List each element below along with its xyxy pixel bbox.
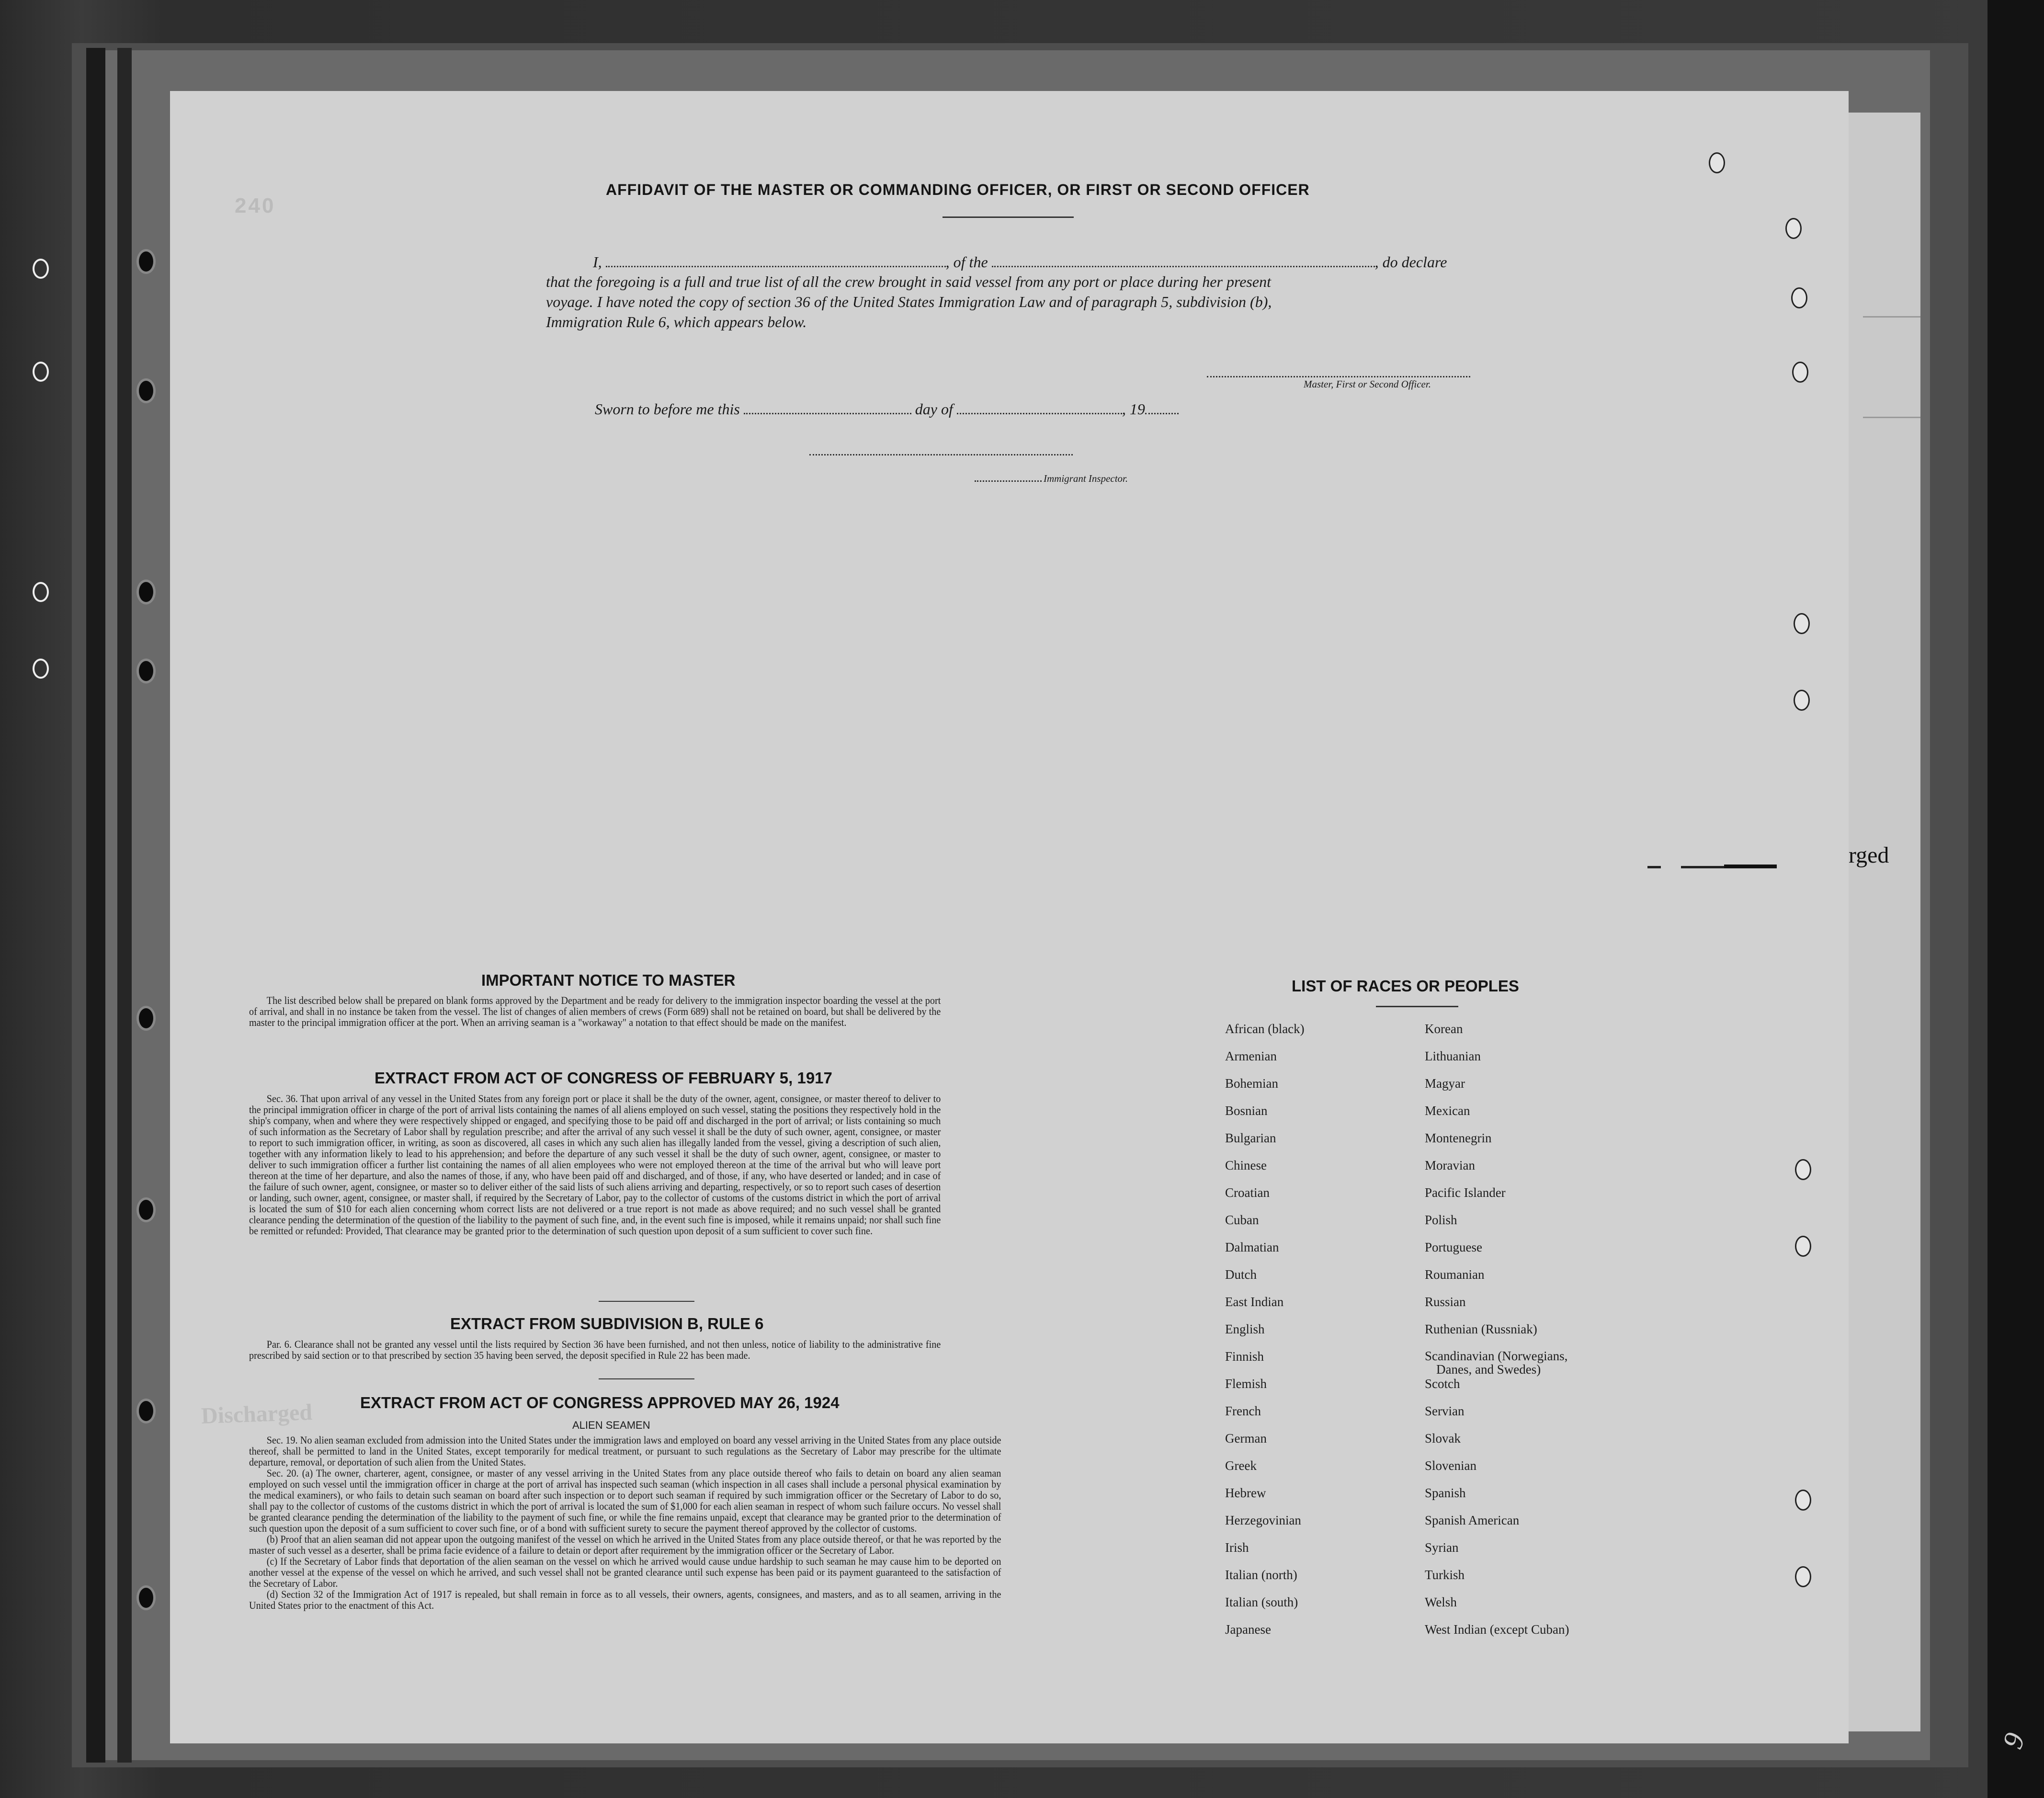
races-title: LIST OF RACES OR PEOPLES xyxy=(1292,977,1519,995)
section-divider xyxy=(599,1378,694,1379)
sworn-day-blank[interactable] xyxy=(744,398,911,414)
race-item: Japanese xyxy=(1225,1622,1271,1637)
race-item: Pacific Islander xyxy=(1425,1185,1506,1200)
race-item: West Indian (except Cuban) xyxy=(1425,1622,1569,1637)
extract-1924-body xyxy=(249,1434,1001,1611)
extract-1924-paragraph: Sec. 19. No alien seaman excluded from admission into the United States under the immigration laws and employed on board any vessel arriving in the United States from any place outside thereof, shall be permitted to land in the United States, except temporarily for medical treatment, or pursuant to such regulations as the Secretary of Labor may prescribe for the ultimate departure, removal, or deportation of such alien from the United States. xyxy=(249,1434,1001,1468)
stamp-number: 240 xyxy=(235,194,276,217)
race-item: Scandinavian (Norwegians, xyxy=(1425,1349,1568,1363)
binder-hole xyxy=(33,362,49,382)
binder-spine xyxy=(117,48,132,1763)
race-item: German xyxy=(1225,1431,1267,1445)
race-item: Turkish xyxy=(1425,1568,1465,1582)
race-item: Servian xyxy=(1425,1404,1465,1418)
page-hole xyxy=(1794,613,1810,634)
declaration-line-3: Immigration Rule 6, which appears below. xyxy=(546,313,807,330)
binder-hole xyxy=(136,378,156,403)
extract-1917-body: Sec. 36. That upon arrival of any vessel in the United States from any foreign port or place it shall be the duty of the owner, agent, consignee, or master thereof to deliver to the principal immigration officer in charge of the port of arrival lists containing the names of all aliens employed on such vessel, stating the positions they respectively hold in the ship's company, when and where they were respectively shipped or engaged, and specifying those to be paid off and discharged in the port of arrival; or lists containing so much of such information as the Secretary of Labor shall by regulation prescribe; and after the arrival of any such vessel it shall be the duty of such owner, agent, consignee, or master to report to such immigration officer, in writing, as soon as discovered, all cases in which any such alien has illegally landed from the vessel, giving a description of such alien, together with any information likely to lead to his apprehension; and before the departure of any such vessel it shall be the duty of such owner, agent, consignee, or master to deliver to such immigration officer a further list containing the names of all alien employees who were not employed thereon at the time of the arrival but who will leave port thereon at the time of her departure, and also the names of those, if any, who have been paid off and discharged, and of those, if any, who have deserted or landed; and in case of the failure of such owner, agent, consignee, or master so to deliver either of the said lists of such aliens arriving and departing, respectively, or so to report such cases of desertion or landing, such owner, agent, consignee, or master shall, if required by the Secretary of Labor, pay to the collector of customs of the customs district in which the port of arrival is located the sum of $10 for each alien concerning whom correct lists are not delivered or a true report is not made as above required; and no such vessel shall be granted clearance pending the determination of the question of the liability to the payment of such fine, and, in the event such fine is imposed, while it remains unpaid; nor shall such fine be remitted or refunded: Provided, That clearance may be granted prior to the determination of such question upon deposit of a sum sufficient to cover such fine. xyxy=(249,1092,941,1237)
declaration-line-1: that the foregoing is a full and true list of all the crew brought in said vessel from any port or place during her present xyxy=(546,273,1271,290)
race-item: Italian (north) xyxy=(1225,1568,1297,1582)
race-item: Italian (south) xyxy=(1225,1595,1298,1609)
race-item: Finnish xyxy=(1225,1349,1264,1364)
affidavit-title-rule xyxy=(943,216,1074,218)
races-title-rule xyxy=(1376,1006,1458,1007)
year-prefix: , 19 xyxy=(1122,400,1145,418)
page-hole xyxy=(1791,287,1807,308)
race-item: Spanish American xyxy=(1425,1513,1520,1527)
ruled-line xyxy=(1863,316,1920,318)
binder-hole xyxy=(136,580,156,604)
extract-1924-paragraph: (b) Proof that an alien seaman did not appear upon the outgoing manifest of the vessel on which he arrived in the United States from any place outside thereof, or that he was reported by the master of such vessel as a deserter, shall be prima facie evidence of a failure to detain or deport after requirement by the immigration officer or the Secretary of Labor. xyxy=(249,1533,1001,1556)
race-item: Mexican xyxy=(1425,1104,1470,1118)
master-signature-blank[interactable] xyxy=(1207,362,1470,377)
extract-1917-title: EXTRACT FROM ACT OF CONGRESS OF FEBRUARY 5, 1917 xyxy=(375,1069,832,1087)
race-item: Lithuanian xyxy=(1425,1049,1481,1063)
race-item: Dutch xyxy=(1225,1267,1257,1282)
race-item: Flemish xyxy=(1225,1377,1267,1391)
edge-fragment: rged xyxy=(1849,842,1889,868)
sworn-label: Sworn to before me this xyxy=(595,400,740,418)
race-item: Moravian xyxy=(1425,1158,1475,1172)
race-item: Scotch xyxy=(1425,1377,1460,1391)
i-label: I, xyxy=(593,253,602,271)
dash-mark xyxy=(1724,865,1777,868)
race-item: Syrian xyxy=(1425,1540,1459,1555)
binder-hole xyxy=(136,1197,156,1222)
race-item: Armenian xyxy=(1225,1049,1277,1063)
binder-hole xyxy=(33,259,49,279)
dash-mark xyxy=(1647,866,1661,868)
race-item: Irish xyxy=(1225,1540,1249,1555)
sworn-line xyxy=(595,398,1179,418)
binder-hole xyxy=(136,1585,156,1610)
day-of-label: day of xyxy=(915,400,953,418)
race-item: Magyar xyxy=(1425,1076,1465,1091)
races-column-1 xyxy=(1225,1022,1305,1650)
race-item: Chinese xyxy=(1225,1158,1267,1172)
extract-1924-paragraph: (c) If the Secretary of Labor finds that deportation of the alien seaman on the vessel on which he arrived would cause undue hardship to such seaman he may cause him to be deported on another vessel at the expense of the vessel on which he arrived, and such vessel shall not be granted clearance until such expense has been paid or its payment guaranteed to the satisfaction of the Secretary of Labor. xyxy=(249,1555,1001,1589)
race-item: Roumanian xyxy=(1425,1267,1485,1282)
sworn-month-blank[interactable] xyxy=(957,398,1122,414)
sworn-year-blank[interactable] xyxy=(1145,398,1179,414)
vessel-blank[interactable] xyxy=(992,251,1375,267)
race-item: East Indian xyxy=(1225,1295,1284,1309)
race-item: Herzegovinian xyxy=(1225,1513,1301,1527)
race-item: Cuban xyxy=(1225,1213,1259,1227)
extract-1924-subtitle: ALIEN SEAMEN xyxy=(572,1419,650,1431)
race-item: Slovak xyxy=(1425,1431,1461,1445)
extract-1924-title: EXTRACT FROM ACT OF CONGRESS APPROVED MAY 26, 1924 xyxy=(360,1394,840,1411)
race-item: Spanish xyxy=(1425,1486,1466,1500)
page-hole xyxy=(1795,1566,1811,1587)
page-hole xyxy=(1785,218,1802,239)
race-item: Polish xyxy=(1425,1213,1457,1227)
binder-hole xyxy=(33,582,49,602)
page-hole xyxy=(1795,1236,1811,1257)
extract-rule6-title: EXTRACT FROM SUBDIVISION B, RULE 6 xyxy=(450,1315,764,1332)
race-item: Hebrew xyxy=(1225,1486,1266,1500)
inspector-name-blank[interactable] xyxy=(975,472,1042,482)
race-item: Bohemian xyxy=(1225,1076,1278,1091)
binder-edge-dark xyxy=(1987,0,2044,1798)
edge-fragment-text xyxy=(1849,842,1889,868)
races-column-2 xyxy=(1425,1022,1569,1650)
inspector-line xyxy=(975,472,1128,485)
race-item: Croatian xyxy=(1225,1185,1270,1200)
race-item-scandinavian xyxy=(1425,1349,1569,1377)
notice-body: The list described below shall be prepared on blank forms approved by the Department and be ready for delivery to the immigration inspector boarding the vessel at the port of arrival, and shall in no instance be taken from the vessel. The list of changes of alien members of crews (Form 689) shall not be retained on board, but shall be delivered by the master to the principal immigration officer at the port. When an arriving seaman is a "workaway" a notation to that effect should be made on the manifest. xyxy=(249,994,941,1028)
notice-title: IMPORTANT NOTICE TO MASTER xyxy=(481,971,736,989)
binder-hole xyxy=(136,1399,156,1423)
binder-hole xyxy=(33,659,49,679)
inspector-signature-blank[interactable] xyxy=(809,440,1073,455)
affidavit-fill-line xyxy=(593,251,1474,271)
race-item: Greek xyxy=(1225,1458,1257,1473)
race-item: Dalmatian xyxy=(1225,1240,1279,1254)
ruled-line xyxy=(1863,417,1920,418)
race-item: Ruthenian (Russniak) xyxy=(1425,1322,1537,1336)
of-the-label: , of the xyxy=(945,253,988,271)
declaration-line-2: voyage. I have noted the copy of section 36 of the United States Immigration Law and of paragraph 5, subdivision (b), xyxy=(546,293,1272,310)
binder-hole xyxy=(136,659,156,683)
race-item: English xyxy=(1225,1322,1265,1336)
race-item: Korean xyxy=(1425,1022,1463,1036)
do-declare-label: , do declare xyxy=(1374,253,1447,271)
master-signature-label: Master, First or Second Officer. xyxy=(1304,378,1431,390)
inspector-label: Immigrant Inspector. xyxy=(1044,473,1128,484)
extract-rule6-body: Par. 6. Clearance shall not be granted any vessel until the lists required by Section 36 have been furnished, and not then unless, notice of liability to the administrative fine prescribed by said section or to that prescribed by section 35 having been served, the deposit specified in Rule 22 has been made. xyxy=(249,1338,941,1361)
page-hole xyxy=(1795,1490,1811,1511)
race-item: Portuguese xyxy=(1425,1240,1482,1254)
extract-1924-paragraph: Sec. 20. (a) The owner, charterer, agent, consignee, or master of any vessel arriving in the United States from any place outside thereof who fails to detain on board any alien seaman employed on such vessel until the immigration officer in charge at the port of arrival has inspected such seaman (which inspection in all cases shall include a personal physical examination by the medical examiners), or who fails to detain such seaman on board after such inspection or to deport such seaman if required by such immigration officer or the Secretary of Labor to do so, shall pay to the collector of customs of the customs district in which the port of arrival is located the sum of $1,000 for each alien seaman in respect of whom such failure occurs. No vessel shall be granted clearance pending the determination of the liability to the payment of such fine, or while the fine remains unpaid, except that clearance may be granted prior to the determination of such question upon the deposit of a sum sufficient to cover such fine, or of a bond with sufficient surety to secure the payment thereof approved by the collector of customs. xyxy=(249,1467,1001,1534)
extract-1924-paragraph: (d) Section 32 of the Immigration Act of 1917 is repealed, but shall remain in force as to all vessels, their owners, agents, consignees, and masters, and as to all seamen, arriving in the United States prior to the enactment of this Act. xyxy=(249,1588,1001,1611)
race-item: Russian xyxy=(1425,1295,1466,1309)
race-item: Bulgarian xyxy=(1225,1131,1276,1145)
race-item: Slovenian xyxy=(1425,1458,1476,1473)
page-hole xyxy=(1794,690,1810,711)
binder-spine xyxy=(86,48,105,1763)
binder-hole xyxy=(136,249,156,274)
page-mark: 9 xyxy=(1996,1728,2031,1753)
race-item: Bosnian xyxy=(1225,1104,1268,1118)
section-divider xyxy=(599,1301,694,1302)
name-blank[interactable] xyxy=(606,251,946,267)
page-hole xyxy=(1709,152,1725,173)
race-item: African (black) xyxy=(1225,1022,1305,1036)
page-hole xyxy=(1795,1159,1811,1180)
race-item-continuation: Danes, and Swedes) xyxy=(1436,1362,1541,1377)
race-item: Welsh xyxy=(1425,1595,1457,1609)
page-hole xyxy=(1792,362,1808,383)
race-item: Montenegrin xyxy=(1425,1131,1492,1145)
discharged-stamp: Discharged xyxy=(201,1399,313,1429)
race-item: French xyxy=(1225,1404,1261,1418)
binder-hole xyxy=(136,1006,156,1031)
affidavit-title: AFFIDAVIT OF THE MASTER OR COMMANDING OFFICER, OR FIRST OR SECOND OFFICER xyxy=(606,181,1310,198)
